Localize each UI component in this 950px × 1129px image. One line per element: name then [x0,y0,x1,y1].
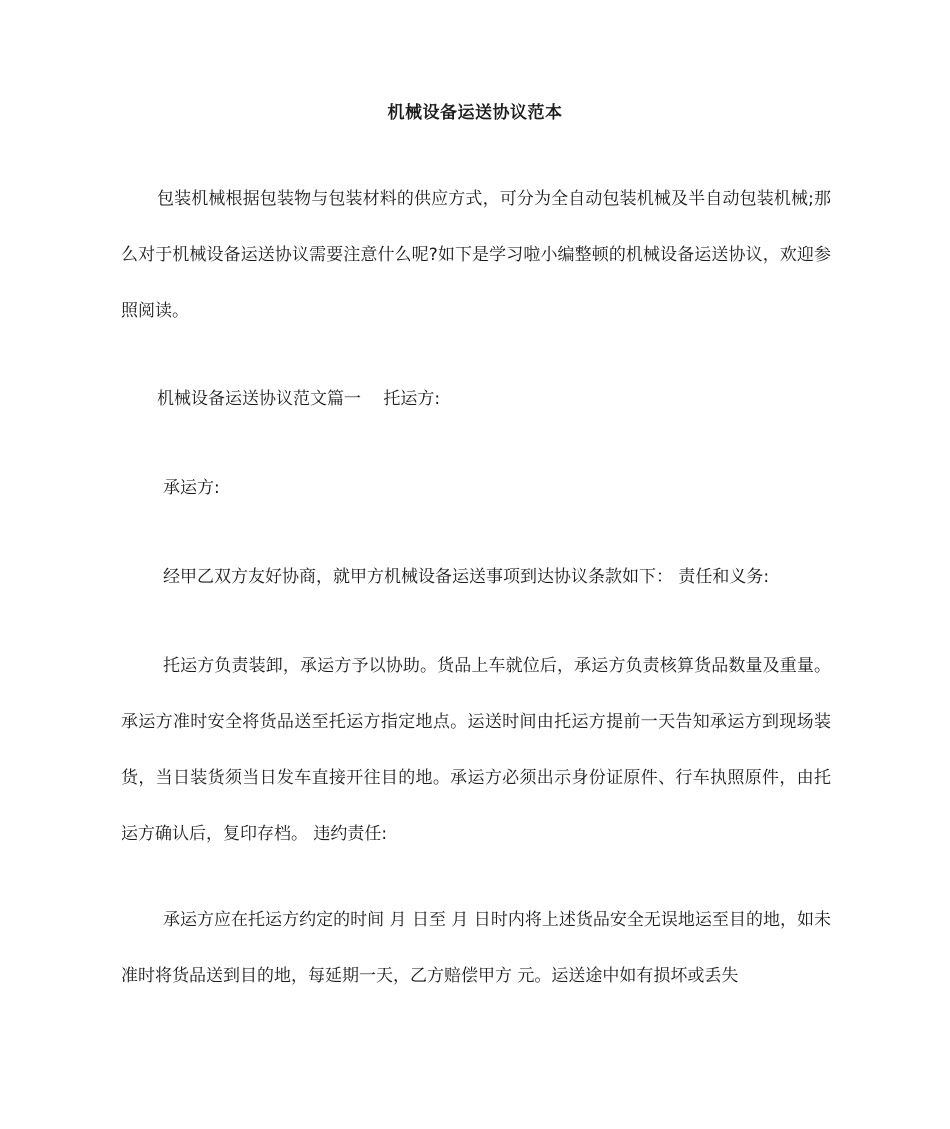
breach-paragraph: 承运方应在托运方约定的时间 月 日至 月 日时内将上述货品安全无误地运至目的地，如未准时将货品送到目的地，每延期一天，乙方赔偿甲方 元。运送途中如有损坏或丢失 [121,910,831,986]
negotiation-paragraph: 经甲乙双方友好协商，就甲方机械设备运送事项到达协议条款如下： 责任和义务: [163,567,770,587]
section-heading-line: 机械设备运送协议范文篇一 托运方: [157,389,441,409]
document-title: 机械设备运送协议范本 [387,103,563,123]
intro-paragraph: 包装机械根据包装物与包装材料的供应方式，可分为全自动包装机械及半自动包装机械;那么对于机械设备运送协议需要注意什么呢?如下是学习啦小编整顿的机械设备运送协议，欢迎参照阅读。 [121,189,831,321]
party-b-line: 承运方: [163,478,220,498]
duties-paragraph: 托运方负责装卸，承运方予以协助。货品上车就位后，承运方负责核算货品数量及重量。承运方准时安全将货品送至托运方指定地点。运送时间由托运方提前一天告知承运方到现场装货，当日装货须当日发车直接开往目的地。承运方必须出示身份证原件、行车执照原件，由托运方确认后，复印存档。 违约责任: [121,656,831,844]
